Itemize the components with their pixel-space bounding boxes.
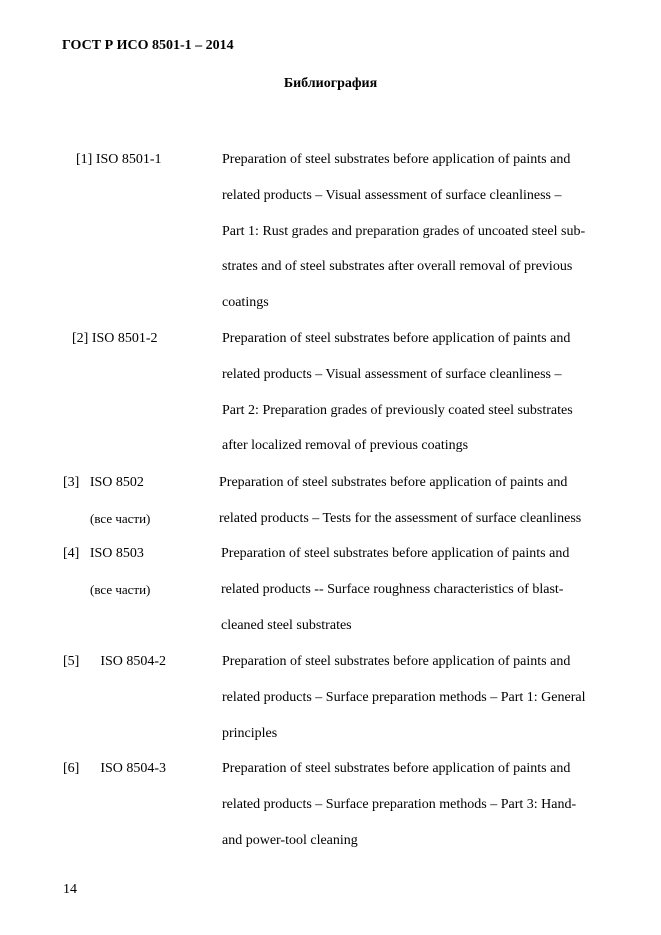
reference-id: [4] ISO 8503 <box>63 546 144 561</box>
reference-line: Preparation of steel substrates before application of paints and <box>222 654 571 669</box>
reference-id: [6] ISO 8504-3 <box>63 761 167 776</box>
document-header: ГОСТ Р ИСО 8501-1 – 2014 <box>62 38 234 53</box>
reference-line: related products – Visual assessment of surface cleanliness – <box>222 187 562 203</box>
reference-line: coatings <box>222 295 269 311</box>
reference-line: related products -- Surface roughness characteristics of blast- <box>221 581 564 597</box>
reference-line: principles <box>222 725 278 741</box>
reference-line: related products – Visual assessment of surface cleanliness – <box>222 366 562 382</box>
page-number: 14 <box>63 882 77 897</box>
reference-text <box>222 644 627 751</box>
reference-scope: (все части) <box>90 511 151 526</box>
reference-id: [1] ISO 8501-1 <box>76 152 162 167</box>
reference-line: Preparation of steel substrates before application of paints and <box>222 331 571 346</box>
reference-line: Preparation of steel substrates before application of paints and <box>222 152 571 167</box>
reference-line: strates and of steel substrates after overall removal of previous <box>222 259 573 275</box>
reference-scope: (все части) <box>90 582 151 597</box>
reference-line: Preparation of steel substrates before application of paints and <box>222 761 571 776</box>
reference-text <box>219 465 625 537</box>
reference-text <box>222 321 614 464</box>
reference-line: Part 1: Rust grades and preparation grades of uncoated steel sub- <box>222 223 586 239</box>
reference-line: Preparation of steel substrates before application of paints and <box>219 475 568 490</box>
reference-id: [2] ISO 8501-2 <box>72 331 158 346</box>
reference-line: related products – Tests for the assessment of surface cleanliness <box>219 510 582 526</box>
reference-line: related products – Surface preparation methods – Part 1: General <box>222 689 586 705</box>
reference-line: and power-tool cleaning <box>222 832 358 848</box>
reference-text <box>222 142 614 321</box>
reference-line: after localized removal of previous coatings <box>222 438 469 454</box>
reference-id: [5] ISO 8504-2 <box>63 654 167 669</box>
reference-line: related products – Surface preparation methods – Part 3: Hand- <box>222 796 577 812</box>
reference-line: Preparation of steel substrates before application of paints and <box>221 546 570 561</box>
reference-text <box>222 751 617 858</box>
section-title: Библиография <box>283 76 378 91</box>
reference-line: cleaned steel substrates <box>221 617 352 633</box>
reference-text <box>221 536 613 643</box>
reference-id: [3] ISO 8502 <box>63 475 144 490</box>
reference-line: Part 2: Preparation grades of previously coated steel substrates <box>222 402 573 418</box>
